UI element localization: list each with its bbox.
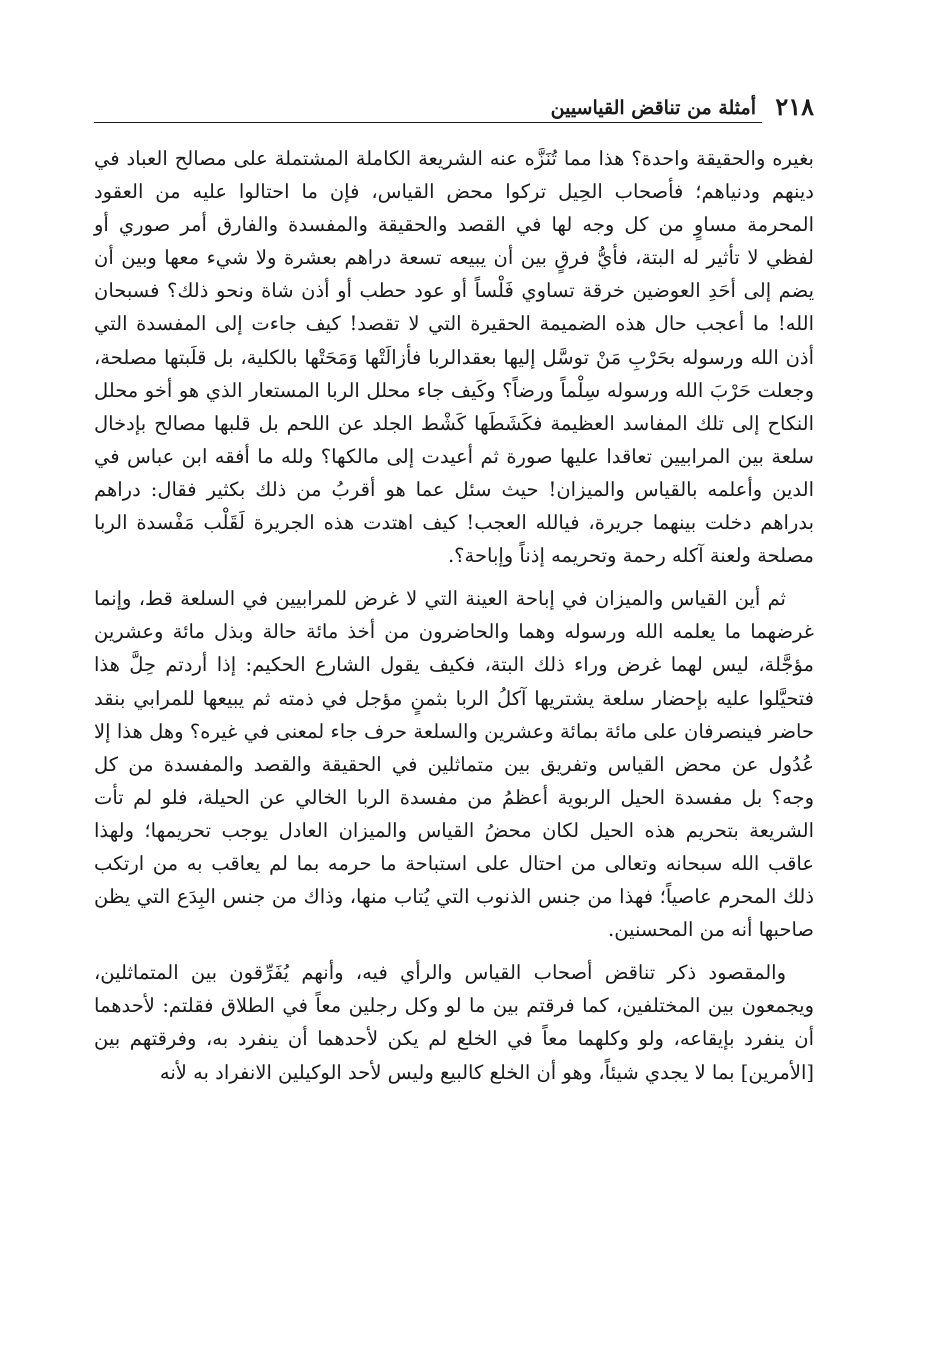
paragraph-1: بغيره والحقيقة واحدة؟ هذا مما تُنَزَّه عنه الشريعة الكاملة المشتملة على مصالح العباد في دينهم ودنياهم؛ فأصحاب الحِيل تركوا محض القياس، فإن ما احتالوا عليه من العقود المحرمة مساوٍ من كل وجه لها في القصد والحقيقة والمفسدة والفارق أمر صوري أو لفظي لا تأثير له البتة، فأيُّ فرقٍ بين أن يبيعه تسعة دراهم بعشرة ولا شيء معها وبين أن يضم إلى أحَدِ العوضين خرقة تساوي فَلْساً أو عود حطب أو أذن شاة ونحو ذلك؟ فسبحان الله! ما أعجب حال هذه الضميمة الحقيرة التي لا تقصد! كيف جاءت إلى المفسدة التي أذن الله ورسوله بحَرْبِ مَنْ توسَّل إليها بعقدالربا فأزالَتْها وَمَحَتْها بالكلية، بل قلَبتها مصلحة، وجعلت حَرْبَ الله ورسوله سِلْماً ورضاً؟ وكَيف جاء محلل الربا المستعار الذي هو أخو محلل النكاح إلى تلك المفاسد العظيمة فكَشَطَها كَشْط الجلد عن اللحم بل قلبها مصالح بإدخال سلعة بين المرابيين تعاقدا عليها صورة ثم أعيدت إلى مالكها؟ ولله ما أفقه ابن عباس في الدين وأعلمه بالقياس والميزان! حيث سئل عما هو أقربُ من ذلك بكثير فقال: دراهم بدراهم دخلت بينهما جريرة، فيالله العجب! كيف اهتدت هذه الجريرة لَقَلْب مَفْسدة الربا مصلحة ولعنة آكله رحمة وتحريمه إذناً وإباحة؟. <box>94 147 814 568</box>
book-page <box>94 88 814 1318</box>
page-number: ٢١٨ <box>775 92 814 121</box>
header-rule <box>94 122 762 123</box>
paragraph-2: ثم أين القياس والميزان في إباحة العينة التي لا غرض للمرابيين في السلعة قط، وإنما غرضهما ما يعلمه الله ورسوله وهما والحاضرون من أخذ مائة حالة وبذل مائة وعشرين مؤجَّلة، ليس لهما غرض وراء ذلك البتة، فكيف يقول الشارع الحكيم: إذا أردتم حِلَّ هذا فتحيَّلوا عليه بإحضار سلعة يشتريها آكلُ الربا بثمنٍ مؤجل في ذمته ثم يبيعها للمرابي بنقد حاضر فينصرفان على مائة بمائة وعشرين والسلعة حرف جاء لمعنى في غيره؟ وهل هذا إلا عُدُول عن محض القياس وتفريق بين متماثلين في الحقيقة والقصد والمفسدة من كل وجه؟ بل مفسدة الحيل الربوية أعظمُ من مفسدة الربا الخالي عن الحيلة، فلو لم تأت الشريعة بتحريم هذه الحيل لكان محضُ القياس والميزان العادل يوجب تحريمها؛ ولهذا عاقب الله سبحانه وتعالى من احتال على استباحة ما حرمه بما لم يعاقب به من ارتكب ذلك المحرم عاصياً؛ فهذا من جنس الذنوب التي يُتاب منها، وذاك من جنس البِدَع التي يظن صاحبها أنه من المحسنين. <box>94 587 814 942</box>
page-header <box>94 88 814 128</box>
paragraph-3: والمقصود ذكر تناقض أصحاب القياس والرأي فيه، وأنهم يُفَرِّقون بين المتماثلين، ويجمعون بين المختلفين، كما فرقتم بين ما لو وكل رجلين معاً في الطلاق فقلتم: لأحدهما أن ينفرد بإيقاعه، ولو وكلهما معاً في الخلع لم يكن لأحدهما أن ينفرد به، وفرقتهم بين [الأمرين] بما لا يجدي شيئاً، وهو أن الخلع كالبيع وليس لأحد الوكيلين الانفراد به لأنه <box>94 961 814 1084</box>
running-title: أمثلة من تناقض القياسيين <box>550 97 756 119</box>
body-text <box>94 142 814 1099</box>
